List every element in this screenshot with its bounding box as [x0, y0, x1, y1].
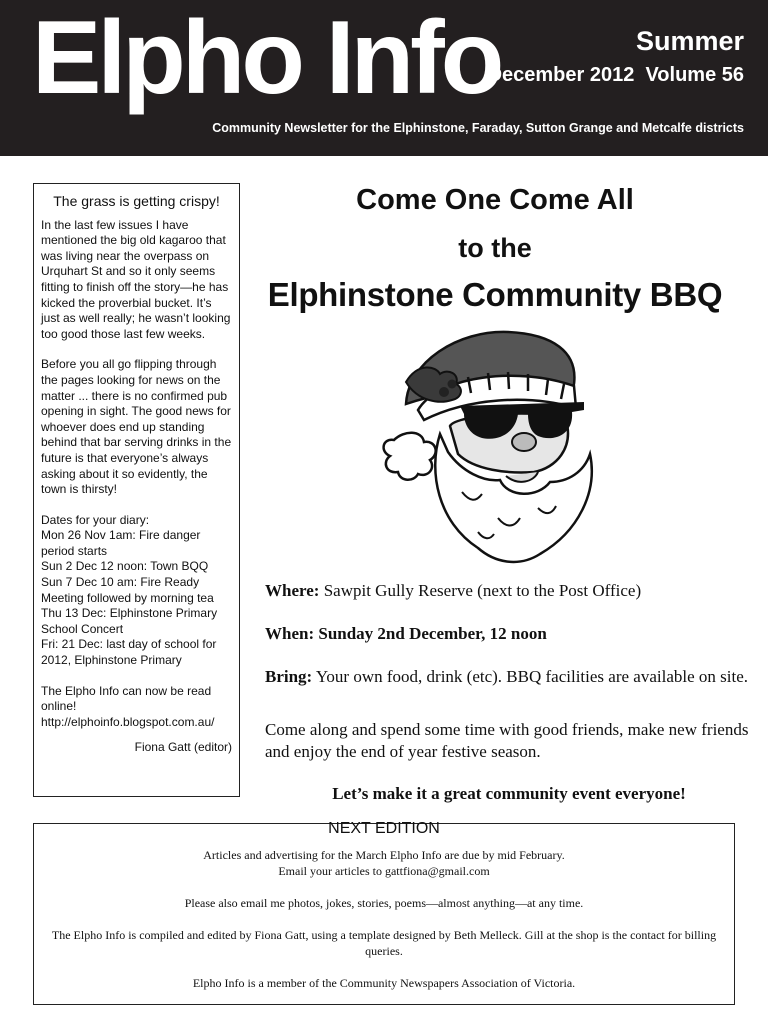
next-edition-line: Email your articles to gattfiona@gmail.com — [278, 864, 490, 878]
diary-heading: Dates for your diary: — [41, 512, 150, 527]
diary-item: Thu 13 Dec: Elphinstone Primary School Concert — [41, 606, 218, 636]
masthead — [0, 0, 768, 156]
next-edition-line: Articles and advertising for the March Elpho Info are due by mid February. — [203, 848, 565, 862]
where-text: Sawpit Gully Reserve (next to the Post Office) — [319, 581, 642, 600]
event-heading-title: Elphinstone Community BBQ — [267, 276, 723, 313]
bring-text: Your own food, drink (etc). BBQ facilities are available on site. — [312, 667, 748, 686]
event-when: When: Sunday 2nd December, 12 noon — [265, 624, 547, 643]
event-where — [265, 580, 750, 602]
event-heading-line2: to the — [458, 233, 532, 263]
next-edition-line: Elpho Info is a member of the Community Newspapers Association of Victoria. — [192, 976, 576, 990]
event-heading-line1: Come One Come All — [356, 184, 634, 216]
event-bring — [265, 666, 750, 688]
newsletter-title: Elpho Info — [32, 0, 501, 116]
diary-item: Fri: 21 Dec: last day of school for 2012, Elphinstone Primary — [41, 637, 217, 668]
tagline: Community Newsletter for the Elphinstone, Faraday, Sutton Grange and Metcalfe districts — [212, 121, 744, 135]
editorial-sidebar — [33, 183, 240, 797]
next-edition-line: The Elpho Info is compiled and edited by Fiona Gatt, using a template designed by Beth Melleck. Gill at the shop is the contact for billing queries. — [51, 928, 717, 958]
diary-item: Sun 7 Dec 10 am: Fire Ready Meeting followed by morning tea — [41, 575, 214, 605]
event-call-to-action: Let’s make it a great community event everyone! — [332, 784, 686, 803]
blog-link[interactable]: http://elphoinfo.blogspot.com.au/ — [41, 714, 215, 729]
next-edition-box — [33, 820, 735, 1005]
next-edition-line: Please also email me photos, jokes, stories, poems—almost anything—at any time. — [184, 896, 584, 910]
next-edition-title: NEXT EDITION — [328, 820, 440, 837]
event-come-along: Come along and spend some time with good friends, make new friends and enjoy the end of year festive season. — [265, 720, 749, 761]
diary-item: Sun 2 Dec 12 noon: Town BQQ — [41, 559, 209, 574]
issue-date: December 2012 Volume 56 — [487, 64, 744, 86]
santa-sunglasses-illustration — [378, 322, 610, 570]
sidebar-paragraph: Before you all go flipping through the pages looking for news on the matter ... there is no confirmed pub opening in sight. The good news for whoever does end up standing behind that bar serving drinks in the future is that everyone’s always asking about it so evidently, the town is thirsty! — [41, 357, 232, 497]
diary-list — [41, 513, 232, 669]
sidebar-title: The grass is getting crispy! — [53, 193, 220, 209]
editor-signature: Fiona Gatt (editor) — [134, 740, 232, 755]
bring-label: Bring: — [265, 667, 313, 686]
where-label: Where: — [265, 581, 320, 600]
season-label: Summer — [635, 26, 744, 56]
sidebar-paragraph: In the last few issues I have mentioned the big old kagaroo that was living near the overpass on Urquhart St and so it only seems fitting to finish off the story—he has kicked the proverbial bucket. It’s just as well really; he wasn’t looking too good those last few weeks. — [41, 217, 231, 341]
online-note: The Elpho Info can now be read online! — [41, 683, 212, 714]
diary-item: Mon 26 Nov 1am: Fire danger period starts — [41, 528, 201, 558]
